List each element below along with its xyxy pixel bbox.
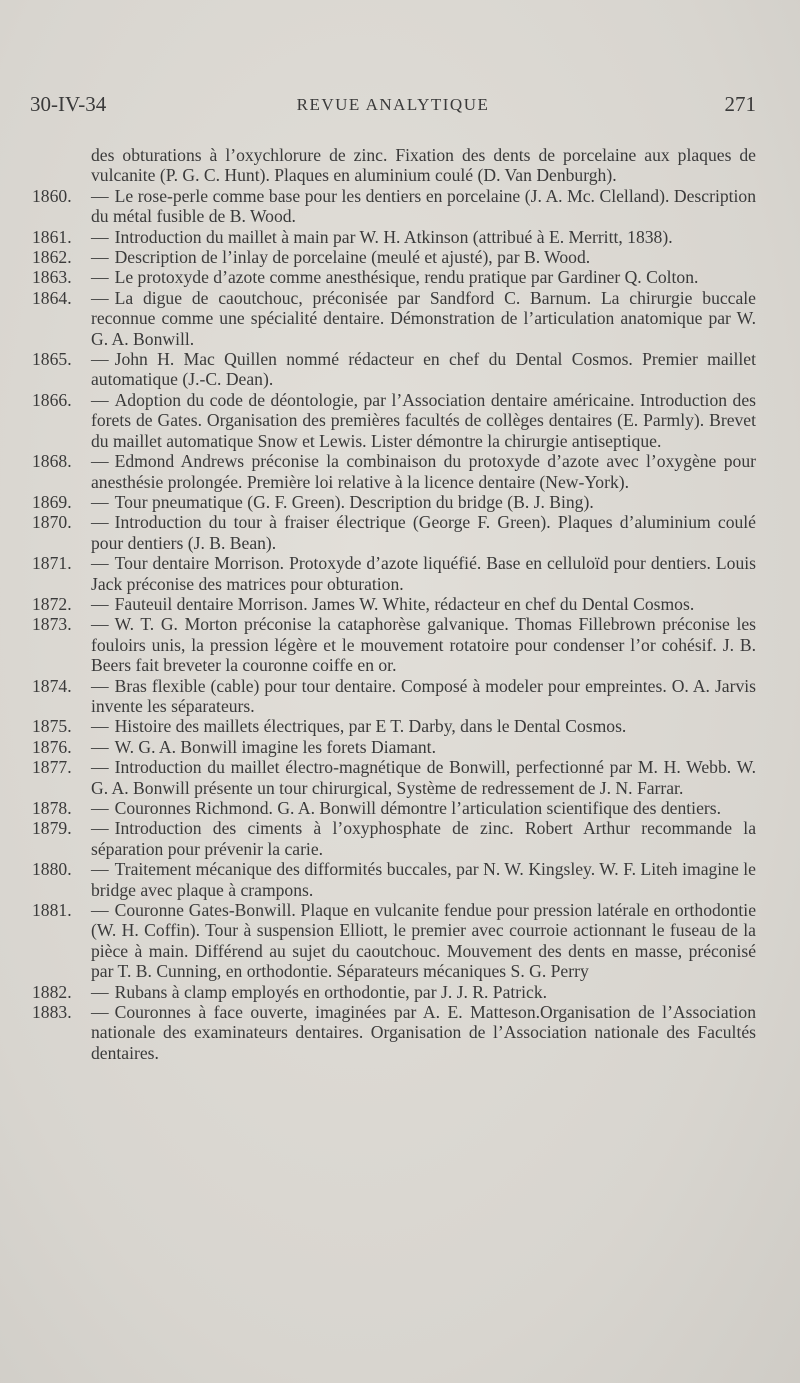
entry-text: Introduction des ciments à l’oxyphosphate de zinc. Robert Arthur recommande la séparation pour prévenir la carie. xyxy=(91,818,756,859)
chronology-entry xyxy=(30,594,756,614)
entry-text: Couronnes à face ouverte, imaginées par A. E. Matteson.Organisation de l’Association nationale des examinateurs dentaires. Organisation de l’Association nationale des Facultés dentaires. xyxy=(91,1002,756,1063)
entry-text: Introduction du tour à fraiser électrique (George F. Green). Plaques d’aluminium coulé pour dentiers (J. B. Bean). xyxy=(91,512,756,553)
entry-text-block xyxy=(88,390,756,451)
entry-text-block xyxy=(88,716,756,736)
entry-text-block xyxy=(88,798,756,818)
entry-dash: — xyxy=(91,757,109,778)
entry-text-block xyxy=(88,349,756,390)
chronology-entry xyxy=(30,227,756,247)
entry-dash: — xyxy=(91,389,109,410)
entry-text: Traitement mécanique des difformités buccales, par N. W. Kingsley. W. F. Liteh imagine le bridge avec plaque à crampons. xyxy=(91,859,756,900)
entry-dash: — xyxy=(91,798,109,818)
page-number: 271 xyxy=(724,92,756,116)
entry-year: 1862. xyxy=(32,247,72,268)
chronology-list xyxy=(30,145,756,1063)
chronology-entry xyxy=(30,451,756,492)
entry-dash: — xyxy=(91,716,109,737)
entry-text: Bras flexible (cable) pour tour dentaire. Composé à modeler pour empreintes. O. A. Jarvis invente les séparateurs. xyxy=(91,675,756,716)
entry-year: 1870. xyxy=(32,512,72,533)
chronology-entry xyxy=(30,757,756,798)
entry-text: Adoption du code de déontologie, par l’Association dentaire américaine. Introduction des forets de Gates. Organisation des premières facultés de collèges dentaires (E. Parmly). Brevet du maillet automatique Snow et Lewis. Lister démontre la chirurgie antiseptique. xyxy=(91,389,756,451)
entry-dash: — xyxy=(91,287,109,308)
entry-dash: — xyxy=(91,675,109,696)
chronology-entry xyxy=(30,390,756,451)
entry-year: 1863. xyxy=(32,267,72,288)
entry-year: 1878. xyxy=(32,798,72,818)
entry-text-block xyxy=(88,1002,756,1063)
running-title: REVUE ANALYTIQUE xyxy=(296,95,490,114)
entry-year: 1875. xyxy=(32,716,72,737)
entry-text: Edmond Andrews préconise la combinaison du protoxyde d’azote avec l’oxygène pour anesthésie prolongée. Première loi relative à la licence dentaire (New-York). xyxy=(91,451,756,492)
entry-dash: — xyxy=(91,900,109,921)
entry-text-block xyxy=(88,247,756,267)
entry-text: Introduction du maillet électro-magnétique de Bonwill, perfectionné par M. H. Webb. W. G. A. Bonwill présente un tour chirurgical, Système de redressement de J. N. Farrar. xyxy=(91,757,756,798)
entry-dash: — xyxy=(91,247,109,268)
entry-text: La digue de caoutchouc, préconisée par Sandford C. Barnum. La chirurgie buccale reconnue comme une spécialité dentaire. Démonstration de l’articulation anatomique par W. G. A. Bonwill. xyxy=(91,287,756,349)
entry-dash: — xyxy=(91,267,109,288)
chronology-entry xyxy=(30,1002,756,1063)
entry-year: 1869. xyxy=(32,491,72,512)
entry-year: 1882. xyxy=(32,981,72,1002)
entry-year: 1861. xyxy=(32,226,72,247)
entry-text: Fauteuil dentaire Morrison. James W. White, rédacteur en chef du Dental Cosmos. xyxy=(114,593,695,614)
entry-text-block xyxy=(88,982,756,1002)
entry-dash: — xyxy=(91,185,109,206)
intro-paragraph: des obturations à l’oxychlorure de zinc. Fixation des dents de porcelaine aux plaques de vulcanite (P. G. C. Hunt). Plaques en aluminium coulé (D. Van Denburgh). xyxy=(91,145,756,186)
entry-year: 1871. xyxy=(32,553,72,574)
entry-text: W. G. A. Bonwill imagine les forets Diamant. xyxy=(114,736,436,757)
entry-year: 1877. xyxy=(32,757,72,778)
entry-year: 1873. xyxy=(32,614,72,635)
entry-text-block xyxy=(88,859,756,900)
entry-text: Le protoxyde d’azote comme anesthésique, rendu pratique par Gardiner Q. Colton. xyxy=(114,267,699,288)
entry-dash: — xyxy=(91,451,109,472)
entry-text-block xyxy=(88,594,756,614)
entry-text-block xyxy=(88,757,756,798)
entry-dash: — xyxy=(91,614,109,635)
issue-date: 30-IV-34 xyxy=(30,92,107,116)
chronology-entry xyxy=(30,676,756,717)
entry-text-block xyxy=(88,676,756,717)
entry-dash: — xyxy=(91,512,109,533)
entry-dash: — xyxy=(91,226,109,247)
entry-text: Description de l’inlay de porcelaine (meulé et ajusté), par B. Wood. xyxy=(114,247,591,268)
entry-text: Rubans à clamp employés en orthodontie, par J. J. R. Patrick. xyxy=(114,981,548,1002)
entry-text-block xyxy=(88,492,756,512)
entry-year: 1860. xyxy=(32,185,72,206)
entry-dash: — xyxy=(91,553,109,574)
entry-text-block xyxy=(88,451,756,492)
entries-container xyxy=(30,186,756,1063)
chronology-entry xyxy=(30,716,756,736)
chronology-entry xyxy=(30,512,756,553)
entry-year: 1876. xyxy=(32,736,72,757)
chronology-entry xyxy=(30,798,756,818)
chronology-entry xyxy=(30,247,756,267)
entry-year: 1868. xyxy=(32,451,72,472)
entry-text-block xyxy=(88,267,756,287)
chronology-entry xyxy=(30,614,756,675)
entry-dash: — xyxy=(91,818,109,839)
entry-year: 1880. xyxy=(32,859,72,880)
entry-text: Couronne Gates-Bonwill. Plaque en vulcanite fendue pour pression latérale en orthodontie (W. H. Coffin). Tour à suspension Elliott, le premier avec courroie actionnant le fuseau de la pièce à main. Différend au sujet du caoutchouc. Mouvement des dents en masse, préconisé par T. B. Cunning, en orthodontie. Séparateurs mécaniques S. G. Perry xyxy=(91,900,756,982)
entry-year: 1872. xyxy=(32,593,72,614)
entry-text: John H. Mac Quillen nommé rédacteur en chef du Dental Cosmos. Premier maillet automatique (J.-C. Dean). xyxy=(91,349,756,390)
chronology-entry xyxy=(30,737,756,757)
entry-text-block xyxy=(88,553,756,594)
entry-text: Couronnes Richmond. G. A. Bonwill démontre l’articulation scientifique des dentiers. xyxy=(114,798,721,818)
entry-text-block xyxy=(88,737,756,757)
page-header xyxy=(30,92,756,122)
entry-dash: — xyxy=(91,491,109,512)
chronology-entry xyxy=(30,859,756,900)
entry-year: 1864. xyxy=(32,287,72,308)
entry-text: W. T. G. Morton préconise la cataphorèse galvanique. Thomas Fillebrown préconise les fouloirs unis, la pression légère et le mouvement rotatoire pour condenser l’or cohésif. J. B. Beers fait breveter la couronne coiffe en or. xyxy=(91,614,756,676)
entry-year: 1865. xyxy=(32,349,72,370)
entry-text-block xyxy=(88,227,756,247)
entry-text: Introduction du maillet à main par W. H. Atkinson (attribué à E. Merritt, 1838). xyxy=(114,226,673,247)
entry-dash: — xyxy=(91,593,109,614)
chronology-entry xyxy=(30,349,756,390)
entry-text: Tour pneumatique (G. F. Green). Description du bridge (B. J. Bing). xyxy=(114,491,594,512)
entry-year: 1881. xyxy=(32,900,72,921)
chronology-entry xyxy=(30,288,756,349)
entry-dash: — xyxy=(91,859,109,880)
chronology-entry xyxy=(30,267,756,287)
chronology-entry xyxy=(30,186,756,227)
entry-year: 1879. xyxy=(32,818,72,839)
entry-text: Le rose-perle comme base pour les dentiers en porcelaine (J. A. Mc. Clelland). Description du métal fusible de B. Wood. xyxy=(91,185,756,227)
chronology-entry xyxy=(30,900,756,982)
entry-text: Histoire des maillets électriques, par E T. Darby, dans le Dental Cosmos. xyxy=(114,716,627,737)
entry-year: 1874. xyxy=(32,675,72,696)
entry-text-block xyxy=(88,614,756,675)
entry-year: 1883. xyxy=(32,1002,72,1023)
entry-text-block xyxy=(88,288,756,349)
entry-text-block xyxy=(88,818,756,859)
chronology-entry xyxy=(30,553,756,594)
chronology-entry xyxy=(30,818,756,859)
chronology-entry xyxy=(30,982,756,1002)
chronology-entry xyxy=(30,492,756,512)
entry-text: Tour dentaire Morrison. Protoxyde d’azote liquéfié. Base en celluloïd pour dentiers. Louis Jack préconise des matrices pour obturation. xyxy=(91,553,756,594)
entry-dash: — xyxy=(91,349,109,370)
entry-year: 1866. xyxy=(32,389,72,410)
entry-text-block xyxy=(88,900,756,982)
entry-dash: — xyxy=(91,981,109,1002)
entry-dash: — xyxy=(91,1002,109,1023)
entry-dash: — xyxy=(91,736,109,757)
entry-text-block xyxy=(88,512,756,553)
entry-text-block xyxy=(88,186,756,227)
